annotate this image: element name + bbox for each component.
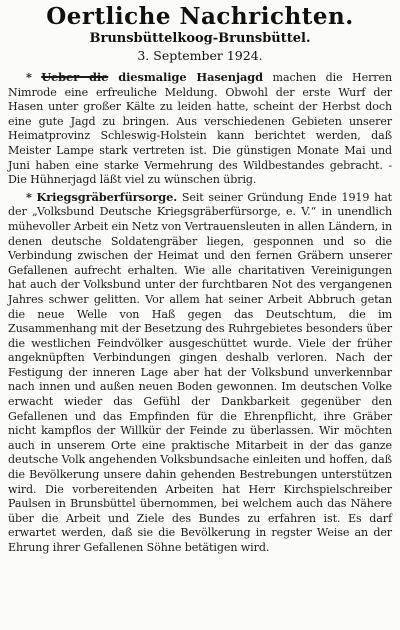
article-lead: Kriegsgräberfürsorge. [36, 189, 178, 204]
article-hasenjagd [8, 70, 392, 188]
page-title: Oertliche Nachrichten. [46, 3, 354, 30]
place-heading: Brunsbüttelkoog-Brunsbüttel. [89, 31, 311, 46]
article-marker: * [26, 190, 32, 204]
article-body: machen die Herren Nimrode eine erfreuliche Meldung. Obwohl der erste Wurf der Hasen unter großer Kälte zu leiden hatte, scheint der Herbst doch eine gute Jagd zu bringen. Aus verschiedenen Gebieten unserer Heimatprovinz Schleswig-Holstein kann berichtet werden, daß Meister Lampe stark vertreten ist. Die günstigen Monate Mai und Juni haben eine starke Vermehrung des Wildbestandes gebracht. - Die Hühnerjagd läßt viel zu wünschen übrig. [8, 71, 392, 187]
date-line: 3. September 1924. [137, 48, 263, 63]
article-marker: * [26, 71, 32, 84]
article-kriegsgraeberfuersorge [8, 190, 392, 556]
article-lead-struck: Ueber die [41, 70, 109, 84]
article-lead: diesmalige Hasenjagd [108, 70, 264, 84]
article-body: Seit seiner Gründung Ende 1919 hat der „Volksbund Deutsche Kriegsgräberfürsorge, e. V.“ in unendlich mühevoller Arbeit ein Netz von Vertrauensleuten in allen Ländern, in denen deutsche Soldatengräber liegen, gesponnen und so die Verbindung zwischen der Heimat und den fernen Gräbern unserer Gefallenen aufrecht erhalten. Wie alle charitativen Vereinigungen hat auch der Volksbund unter der furchtbaren Not des vergangenen Jahres schwer gelitten. Vor allem hat seiner Arbeit Abbruch getan die neue Welle von Haß gegen das Deutschtum, die im Zusammenhang mit der Besetzung des Ruhrgebietes besonders über die westlichen Feindvölker ausgeschüttet wurde. Viele der früher angeknüpften Verbindungen gingen deshalb verloren. Nach der Festigung der inneren Lage aber hat der Volksbund unverkennbar nach innen und außen neuen Boden gewonnen. Im deutschen Volke erwacht wieder das Gefühl der Dankbarkeit gegenüber den Gefallenen und das Empfinden für die Ehrenpflicht, ihre Gräber nicht kampflos der Willkür der Feinde zu überlassen. Wir möchten auch in unserem Orte eine praktische Mitarbeit in der das ganze deutsche Volk angehenden Volksbundsache einleiten und hoffen, daß die Bevölkerung unsere dahin gehenden Bestrebungen unterstützen wird. Die vorbereitenden Arbeiten hat Herr Kirchspielschreiber Paulsen in Brunsbüttel übernommen, bei welchem auch das Nähere über die Arbeit und Ziele des Bundes zu erfahren ist. Es darf erwartet werden, daß sie die Bevölkerung in regster Weise an der Ehrung ihrer Gefallenen Söhne betätigen wird. [8, 190, 392, 554]
